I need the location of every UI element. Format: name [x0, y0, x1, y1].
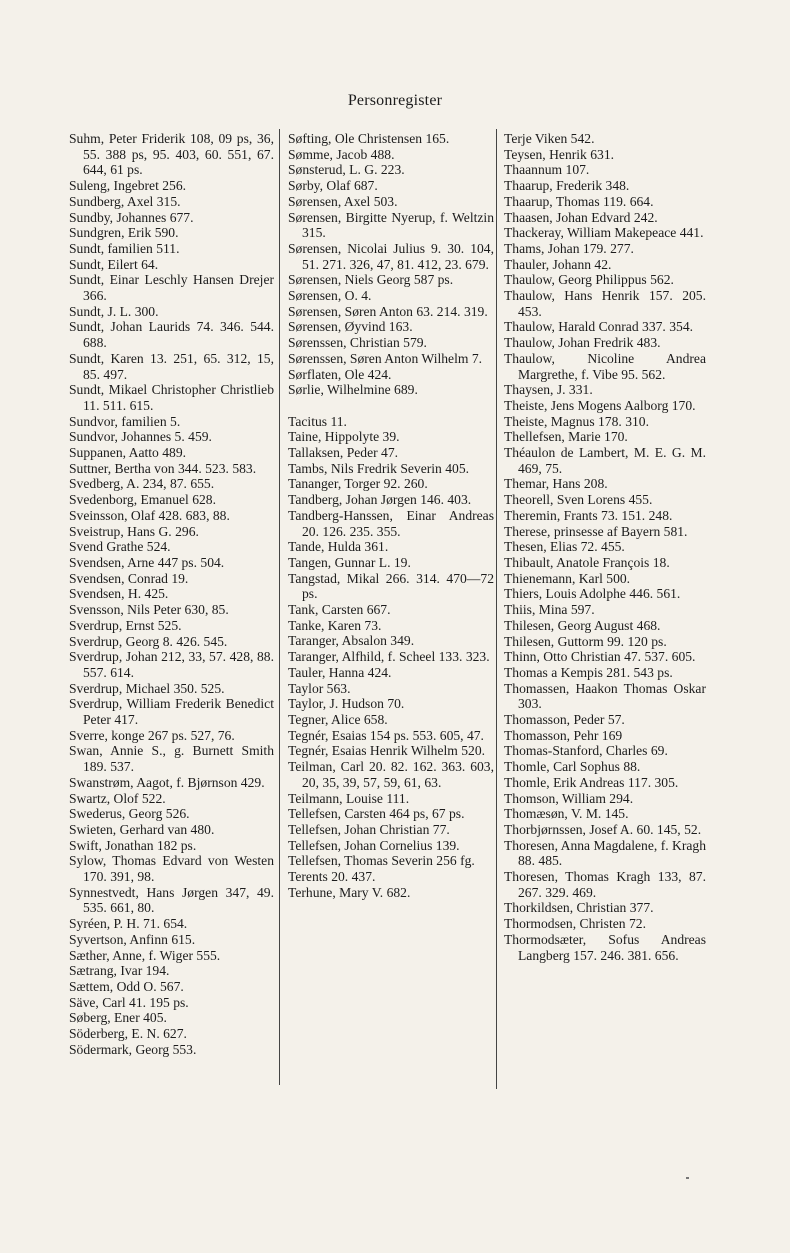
index-entry: Thaarup, Frederik 348.	[504, 178, 630, 194]
index-entry: Theorell, Sven Lorens 455.	[504, 492, 653, 508]
index-entry: Søberg, Ener 405.	[69, 1010, 167, 1026]
index-entry: Södermark, Georg 553.	[69, 1041, 197, 1057]
index-entry: Säve, Carl 41. 195 ps.	[69, 994, 189, 1010]
index-entry: Thaulow, Georg Philippus 562.	[504, 272, 674, 288]
index-entry: Tauler, Hanna 424.	[288, 664, 392, 680]
index-entry: Sveinsson, Olaf 428. 683, 88.	[69, 507, 230, 523]
index-entry: Sundgren, Erik 590.	[69, 225, 179, 241]
index-entry: Tegnér, Esaias 154 ps. 553. 605, 47.	[288, 727, 484, 743]
index-entry: Suppanen, Aatto 489.	[69, 445, 187, 461]
index-entry: Sveistrup, Hans G. 296.	[69, 523, 199, 539]
index-entry: Sørensen, Nicolai Julius 9. 30. 104, 51. 271. 326, 47, 81. 412, 23. 679.	[288, 240, 494, 272]
index-entry: Teilmann, Louise 111.	[288, 790, 410, 806]
index-entry: Sørenssen, Søren Anton Wilhelm 7.	[288, 350, 483, 366]
index-entry: Sverdrup, Ernst 525.	[69, 617, 182, 633]
index-entry: Sverdrup, Georg 8. 426. 545.	[69, 633, 228, 649]
index-entry: Svend Grathe 524.	[69, 539, 171, 555]
index-entry: Sverdrup, Michael 350. 525.	[69, 680, 225, 696]
index-entry: Suttner, Bertha von 344. 523. 583.	[69, 460, 257, 476]
index-entry: Tellefsen, Thomas Severin 256 fg.	[288, 853, 475, 869]
index-entry: Sørensen, Axel 503.	[288, 193, 398, 209]
index-entry: Syvertson, Anfinn 615.	[69, 931, 196, 947]
index-entry: Thaulow, Johan Fredrik 483.	[504, 335, 661, 351]
index-entry: Synnestvedt, Hans Jørgen 347, 49. 535. 661, 80.	[69, 884, 274, 916]
page-title: Personregister	[347, 92, 443, 109]
index-entry: Thienemann, Karl 500.	[504, 570, 631, 586]
index-entry: Syréen, P. H. 71. 654.	[69, 916, 188, 932]
index-entry: Thomasson, Pehr 169	[504, 727, 623, 743]
index-entry: Thoresen, Anna Magdalene, f. Kragh 88. 485.	[504, 837, 706, 869]
index-entry: Sørensen, Niels Georg 587 ps.	[288, 272, 454, 288]
index-entry: Suleng, Ingebret 256.	[69, 178, 187, 194]
index-column-2	[288, 131, 494, 900]
index-entry: Swan, Annie S., g. Burnett Smith 189. 537.	[69, 743, 274, 775]
index-entry: Tandberg-Hanssen, Einar Andreas 20. 126. 235. 355.	[288, 507, 494, 539]
index-entry: Swieten, Gerhard van 480.	[69, 821, 215, 837]
index-entry: Thaarup, Thomas 119. 664.	[504, 193, 654, 209]
index-entry: Svendsen, Arne 447 ps. 504.	[69, 554, 225, 570]
index-entry: Thormodsen, Christen 72.	[504, 916, 646, 932]
index-entry: Sundvor, familien 5.	[69, 413, 181, 429]
index-entry: Swift, Jonathan 182 ps.	[69, 837, 197, 853]
index-entry: Thorkildsen, Christian 377.	[504, 900, 654, 916]
index-entry: Svendsen, Conrad 19.	[69, 570, 189, 586]
index-entry: Terhune, Mary V. 682.	[288, 884, 411, 900]
index-entry: Sverre, konge 267 ps. 527, 76.	[69, 727, 235, 743]
index-entry: Taine, Hippolyte 39.	[288, 429, 400, 445]
index-entry: Thaulow, Hans Henrik 157. 205. 453.	[504, 288, 706, 319]
index-entry: Thackeray, William Makepeace 441.	[504, 225, 704, 241]
index-entry: Sundt, J. L. 300.	[69, 303, 159, 319]
column-divider	[496, 129, 497, 1089]
index-entry: Sømme, Jacob 488.	[288, 146, 395, 162]
index-entry: Svensson, Nils Peter 630, 85.	[69, 602, 229, 618]
index-entry: Thesen, Elias 72. 455.	[504, 539, 625, 555]
index-entry: Sættem, Odd O. 567.	[69, 978, 184, 994]
index-entry: Svedenborg, Emanuel 628.	[69, 492, 216, 508]
index-entry: Thomæsøn, V. M. 145.	[504, 806, 629, 822]
index-entry: Tangen, Gunnar L. 19.	[288, 554, 411, 570]
index-entry: Terje Viken 542.	[504, 131, 595, 146]
index-entry: Sørenssen, Christian 579.	[288, 335, 427, 351]
index-entry: Sundby, Johannes 677.	[69, 209, 194, 225]
index-entry: Tanke, Karen 73.	[288, 617, 382, 633]
index-column-3	[504, 131, 706, 963]
index-entry: Thormodsæter, Sofus Andreas Langberg 157. 246. 381. 656.	[504, 931, 706, 963]
index-entry: Svendsen, H. 425.	[69, 586, 169, 602]
index-entry: Thilesen, Georg August 468.	[504, 617, 661, 633]
index-entry: Therese, prinsesse af Bayern 581.	[504, 523, 688, 539]
index-entry: Sundt, Johan Laurids 74. 346. 544. 688.	[69, 319, 274, 351]
index-entry: Tegner, Alice 658.	[288, 712, 388, 727]
index-entry: Thorbjørnssen, Josef A. 60. 145, 52.	[504, 821, 702, 837]
index-entry: Thams, Johan 179. 277.	[504, 240, 634, 256]
index-entry: Thomle, Carl Sophus 88.	[504, 759, 641, 775]
index-entry: Taranger, Alfhild, f. Scheel 133. 323.	[288, 649, 490, 665]
index-entry: Themar, Hans 208.	[504, 476, 608, 492]
index-entry: Thaannum 107.	[504, 162, 590, 178]
index-entry: Taylor 563.	[288, 680, 351, 696]
index-entry: Tande, Hulda 361.	[288, 539, 389, 555]
index-entry: Taylor, J. Hudson 70.	[288, 696, 405, 712]
index-entry: Sæther, Anne, f. Wiger 555.	[69, 947, 221, 963]
index-entry: Svedberg, A. 234, 87. 655.	[69, 476, 215, 492]
index-entry: Swanstrøm, Aagot, f. Bjørnson 429.	[69, 774, 265, 790]
index-entry: Sørflaten, Ole 424.	[288, 366, 392, 382]
index-entry: Thomas a Kempis 281. 543 ps.	[504, 664, 673, 680]
index-entry: Tellefsen, Carsten 464 ps, 67 ps.	[288, 806, 465, 822]
index-entry: Sundt, Einar Leschly Hansen Drejer 366.	[69, 272, 274, 304]
index-entry: Tegnér, Esaias Henrik Wilhelm 520.	[288, 743, 486, 759]
index-entry: Sylow, Thomas Edvard von Westen 170. 391, 98.	[69, 853, 274, 885]
index-entry: Swartz, Olof 522.	[69, 790, 166, 806]
index-entry: Tambs, Nils Fredrik Severin 405.	[288, 460, 470, 476]
index-entry: Teysen, Henrik 631.	[504, 146, 615, 162]
index-entry: Thaysen, J. 331.	[504, 382, 593, 398]
index-entry: Sørby, Olaf 687.	[288, 178, 378, 194]
index-entry: Thomson, William 294.	[504, 790, 634, 806]
index-entry: Tellefsen, Johan Christian 77.	[288, 821, 450, 837]
index-entry: Søfting, Ole Christensen 165.	[288, 131, 450, 146]
index-entry: Taranger, Absalon 349.	[288, 633, 415, 649]
index-entry: Sætrang, Ivar 194.	[69, 963, 170, 979]
index-entry: Sundt, Eilert 64.	[69, 256, 159, 272]
index-entry: Tacitus 11.	[288, 413, 347, 429]
index-entry: Tallaksen, Peder 47.	[288, 445, 399, 461]
index-entry: Tananger, Torger 92. 260.	[288, 476, 428, 492]
index-entry: Tank, Carsten 667.	[288, 602, 391, 618]
index-entry: Thinn, Otto Christian 47. 537. 605.	[504, 649, 696, 665]
index-entry: Thaasen, Johan Edvard 242.	[504, 209, 658, 225]
index-entry: Sørensen, Birgitte Nyerup, f. Weltzin 315.	[288, 209, 494, 241]
index-entry: Söderberg, E. N. 627.	[69, 1026, 187, 1042]
index-entry: Thomasson, Peder 57.	[504, 712, 625, 728]
index-entry: Sørensen, O. 4.	[288, 288, 372, 304]
index-entry: Sverdrup, William Frederik Benedict Peter 417.	[69, 696, 274, 728]
index-entry: Sørlie, Wilhelmine 689.	[288, 382, 418, 398]
index-entry: Tangstad, Mikal 266. 314. 470—72 ps.	[288, 570, 494, 602]
index-entry: Thaulow, Harald Conrad 337. 354.	[504, 319, 694, 335]
index-entry: Thilesen, Guttorm 99. 120 ps.	[504, 633, 667, 649]
index-entry: Thomas-Stanford, Charles 69.	[504, 743, 668, 759]
index-entry: Swederus, Georg 526.	[69, 806, 190, 822]
ink-speck	[686, 1177, 689, 1179]
index-entry: Terents 20. 437.	[288, 869, 376, 885]
index-entry: Sundvor, Johannes 5. 459.	[69, 429, 212, 445]
index-entry: Thellefsen, Marie 170.	[504, 429, 628, 445]
index-entry: Théaulon de Lambert, M. E. G. M. 469, 75.	[504, 445, 706, 476]
index-entry: Thoresen, Thomas Kragh 133, 87. 267. 329. 469.	[504, 869, 706, 900]
index-entry: Thaulow, Nicoline Andrea Margrethe, f. Vibe 95. 562.	[504, 350, 706, 382]
index-entry: Sundberg, Axel 315.	[69, 193, 181, 209]
index-entry: Sundt, Mikael Christopher Christlieb 11. 511. 615.	[69, 382, 274, 413]
index-entry: Thiers, Louis Adolphe 446. 561.	[504, 586, 681, 602]
index-entry: Thomle, Erik Andreas 117. 305.	[504, 774, 679, 790]
index-entry: Sundt, familien 511.	[69, 240, 180, 256]
index-entry: Thauler, Johann 42.	[504, 256, 612, 272]
index-entry: Suhm, Peter Friderik 108, 09 ps, 36, 55. 388 ps, 95. 403, 60. 551, 67. 644, 61 ps.	[69, 131, 274, 178]
index-entry: Tandberg, Johan Jørgen 146. 403.	[288, 492, 472, 508]
index-entry: Thibault, Anatole François 18.	[504, 554, 670, 570]
index-entry: Thomassen, Haakon Thomas Oskar 303.	[504, 680, 706, 712]
index-entry: Tellefsen, Johan Cornelius 139.	[288, 837, 460, 853]
column-divider	[279, 129, 280, 1085]
index-entry: Teilman, Carl 20. 82. 162. 363. 603, 20, 35, 39, 57, 59, 61, 63.	[288, 759, 494, 790]
index-entry: Thiis, Mina 597.	[504, 602, 595, 618]
index-entry: Sønsterud, L. G. 223.	[288, 162, 405, 178]
index-column-1	[69, 131, 274, 1057]
index-entry: Sundt, Karen 13. 251, 65. 312, 15, 85. 497.	[69, 350, 274, 382]
index-entry: Theiste, Magnus 178. 310.	[504, 413, 649, 429]
index-entry: Sørensen, Øyvind 163.	[288, 319, 413, 335]
index-entry: Sverdrup, Johan 212, 33, 57. 428, 88. 557. 614.	[69, 649, 274, 680]
index-entry: Theremin, Frants 73. 151. 248.	[504, 507, 673, 523]
index-entry: Sørensen, Søren Anton 63. 214. 319.	[288, 303, 488, 319]
index-entry: Theiste, Jens Mogens Aalborg 170.	[504, 397, 696, 413]
